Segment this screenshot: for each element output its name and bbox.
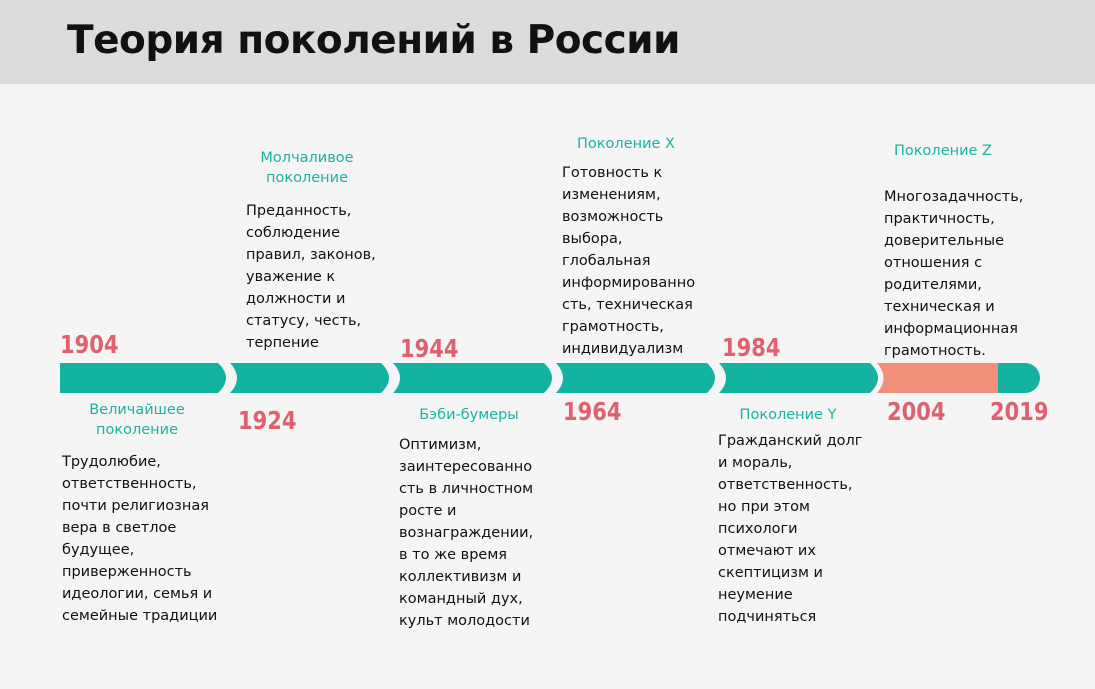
gen-name-silent: Молчаливое поколение	[260, 150, 354, 186]
year-1984: 1984	[722, 333, 781, 362]
gen-name-boomers: Бэби-бумеры	[419, 407, 519, 423]
gen-text-y: Гражданский долг и мораль, ответственность, но при этом психологи отмечают их скептицизм и неумение подчиняться	[718, 433, 863, 625]
timeline-segment-6	[877, 363, 998, 393]
page-title: Теория поколений в России	[67, 18, 680, 63]
gen-text-boomers: Оптимизм, заинтересованно сть в личностном росте и вознаграждении, в то же время коллективизм и командный дух, культ молодости	[399, 437, 534, 629]
gen-name-x: Поколение X	[577, 136, 675, 152]
year-1904: 1904	[60, 330, 119, 359]
timeline-segment-2	[230, 363, 389, 393]
timeline-segment-5	[719, 363, 878, 393]
gen-name-y: Поколение Y	[739, 407, 837, 423]
timeline-segment-1	[60, 363, 226, 393]
gen-text-z: Многозадачность, практичность, доверительные отношения с родителями, техническая и информационная грамотность.	[884, 189, 1024, 359]
gen-text-x: Готовность к изменениям, возможность выбора, глобальная информированно сть, техническая грамотность, индивидуализм	[562, 165, 696, 357]
timeline-segment-3	[393, 363, 552, 393]
year-1924: 1924	[238, 406, 297, 435]
gen-name-greatest: Величайшее поколение	[89, 402, 185, 438]
timeline-segment-4	[556, 363, 715, 393]
year-1964: 1964	[563, 397, 622, 426]
year-1944: 1944	[400, 334, 459, 363]
year-2004: 2004	[887, 397, 946, 426]
gen-text-silent: Преданность, соблюдение правил, законов, уважение к должности и статусу, честь, терпение	[246, 203, 376, 351]
gen-name-z: Поколение Z	[894, 143, 992, 159]
timeline-segment-7	[998, 363, 1040, 393]
gen-text-greatest: Трудолюбие, ответственность, почти религиозная вера в светлое будущее, приверженность идеологии, семья и семейные традиции	[62, 454, 218, 624]
year-2019: 2019	[990, 397, 1049, 426]
